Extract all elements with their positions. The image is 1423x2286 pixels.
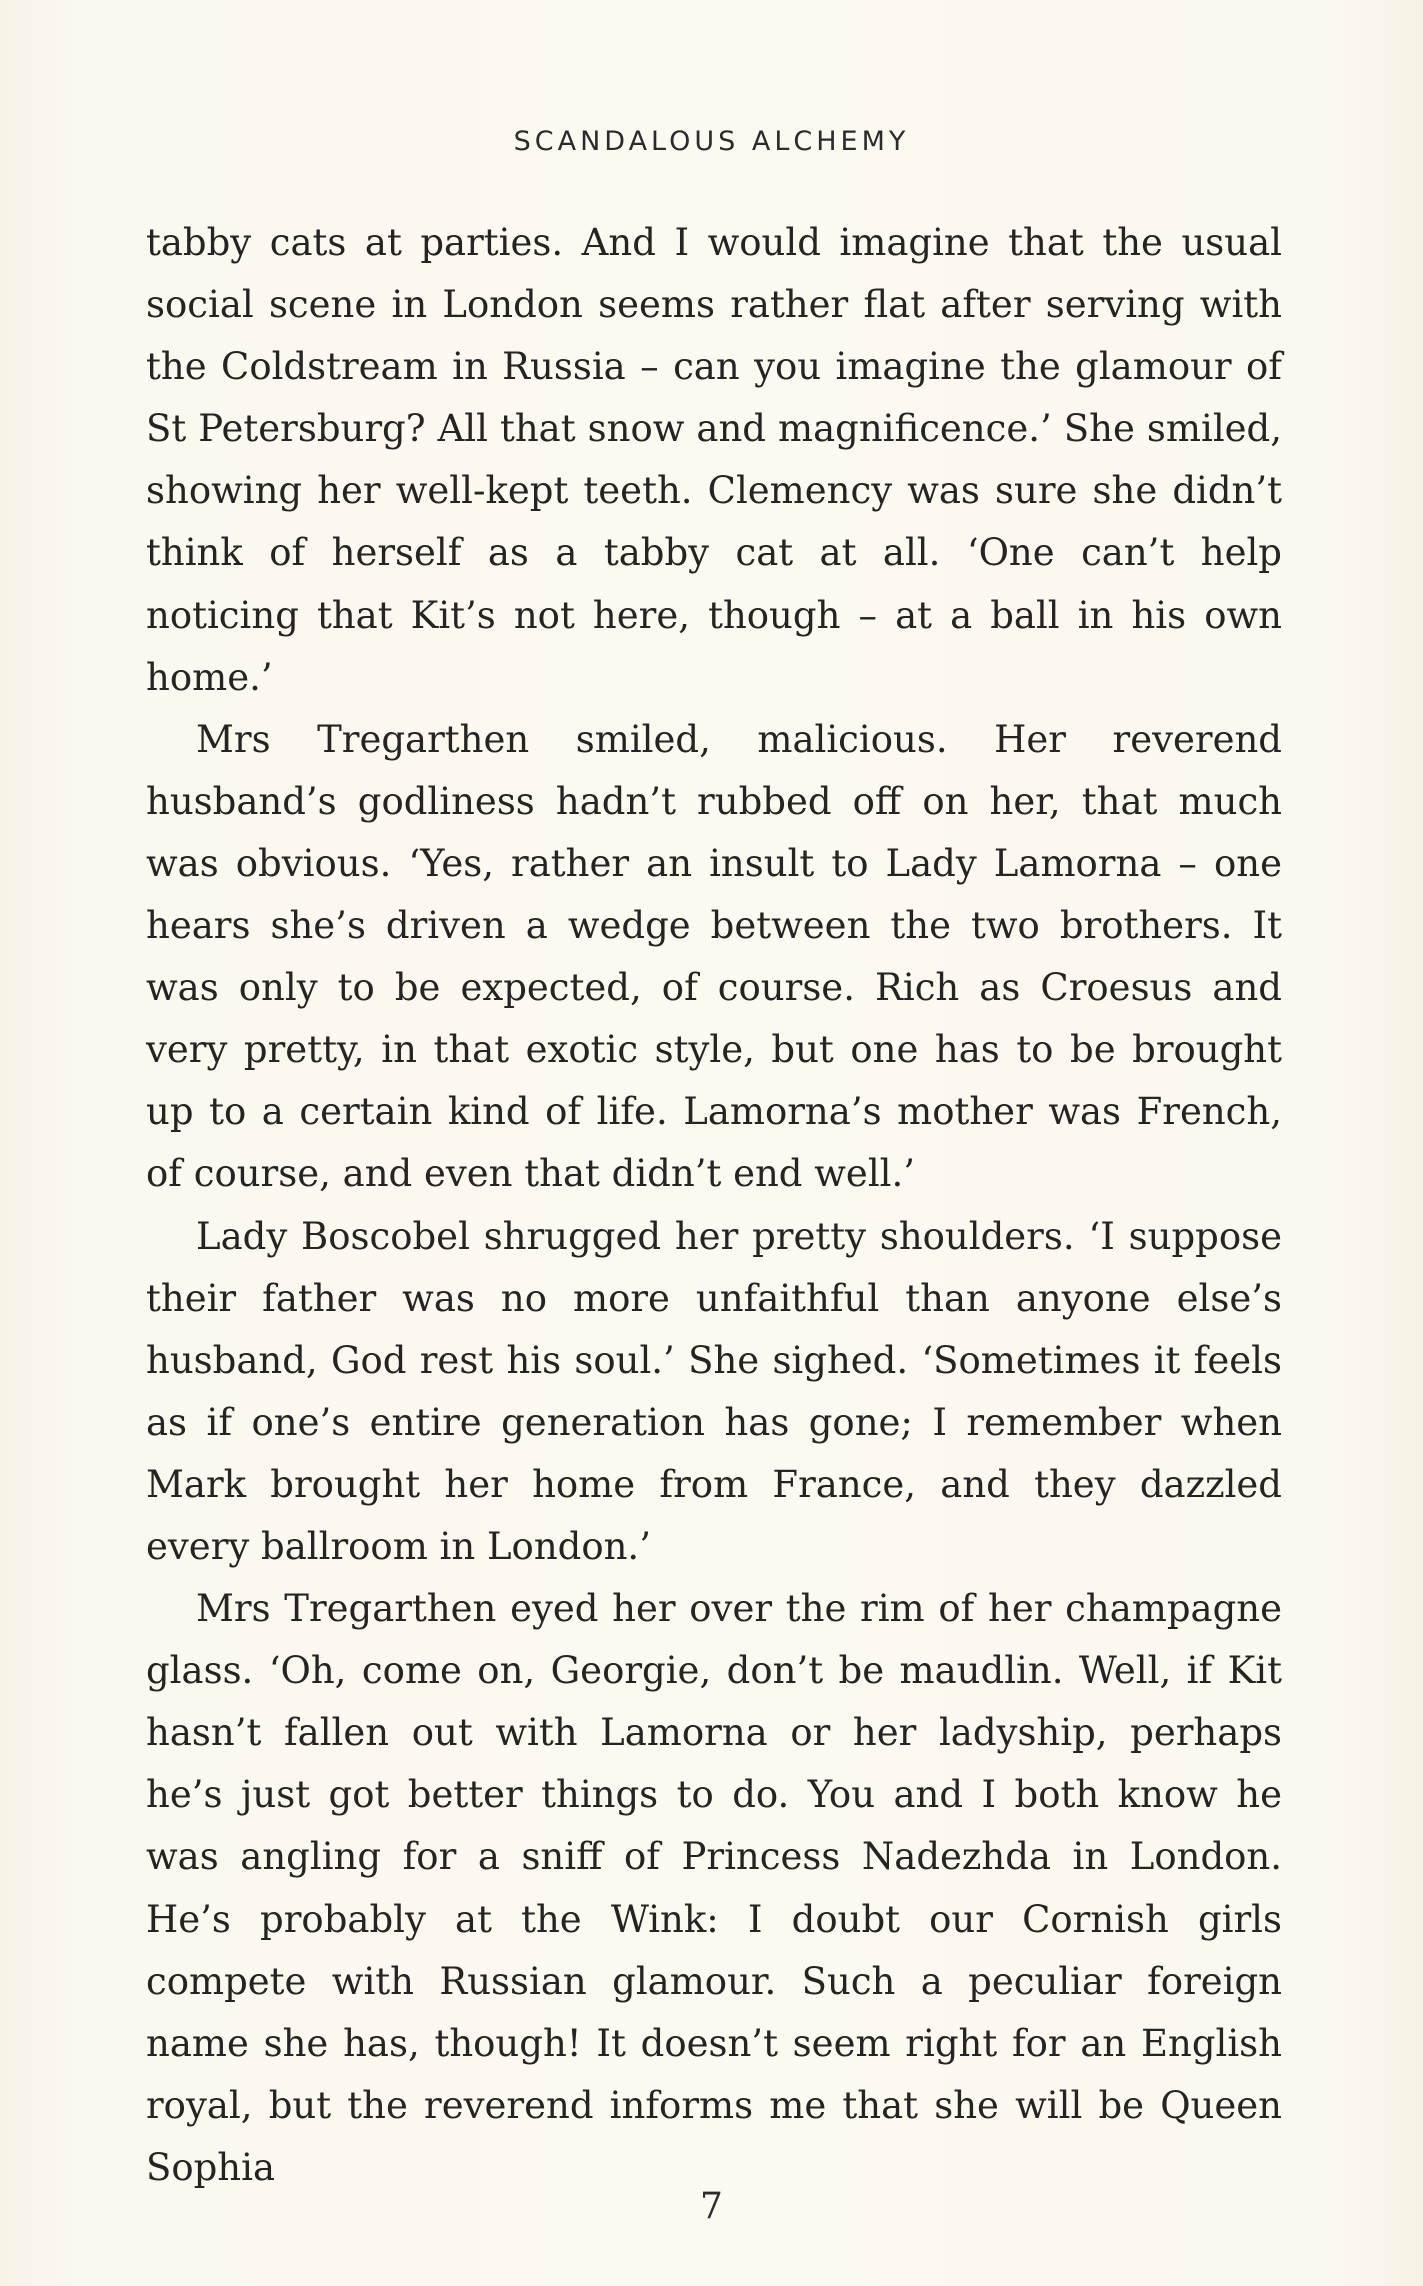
body-text: [146, 212, 1282, 2199]
page-number: 7: [700, 2186, 723, 2227]
paragraph-1: tabby cats at parties. And I would imagine that the usual social scene in London seems rather flat after serving with the Coldstream in Russia – can you imagine the glamour of St Petersburg? All that snow and magnificence.’ She smiled, showing her well-kept teeth. Clemency was sure she didn’t think of herself as a tabby cat at all. ‘One can’t help noticing that Kit’s not here, though – at a ball in his own home.’: [146, 221, 1282, 699]
paragraph-2: Mrs Tregarthen smiled, malicious. Her reverend husband’s godliness hadn’t rubbed off on her, that much was obvious. ‘Yes, rather an insult to Lady Lamorna – one hears she’s driven a wedge between the two brothers. It was only to be expected, of course. Rich as Croesus and very pretty, in that exotic style, but one has to be brought up to a certain kind of life. Lamorna’s mother was French, of course, and even that didn’t end well.’: [146, 717, 1282, 1196]
running-head: SCANDALOUS ALCHEMY: [513, 126, 910, 157]
paragraph-4: Mrs Tregarthen eyed her over the rim of her champagne glass. ‘Oh, come on, Georgie, don’t be maudlin. Well, if Kit hasn’t fallen out with Lamorna or her ladyship, perhaps he’s just got better things to do. You and I both know he was angling for a sniff of Princess Nadezhda in London. He’s probably at the Wink: I doubt our Cornish girls compete with Russian glamour. Such a peculiar foreign name she has, though! It doesn’t seem right for an English royal, but the reverend informs me that she will be Queen Sophia: [146, 1587, 1282, 2189]
paragraph-3: Lady Boscobel shrugged her pretty shoulders. ‘I suppose their father was no more unfaithful than anyone else’s husband, God rest his soul.’ She sighed. ‘Sometimes it feels as if one’s entire generation has gone; I remember when Mark brought her home from France, and they dazzled every ballroom in London.’: [146, 1214, 1282, 1568]
